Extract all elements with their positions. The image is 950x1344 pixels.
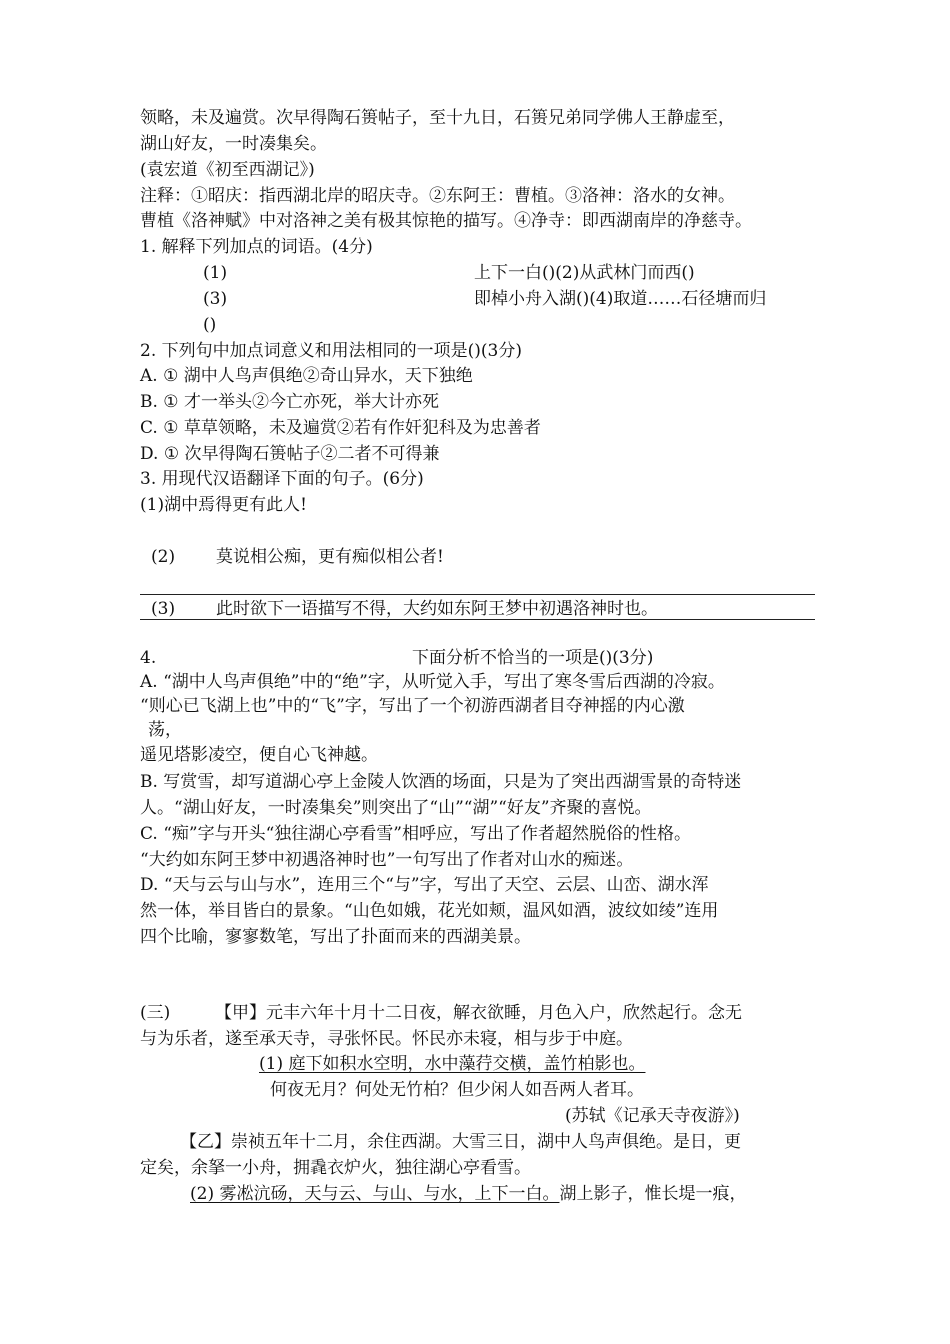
q4-d-line-3: 四个比喻，寥寥数笔，写出了扑面而来的西湖美景。 — [140, 927, 531, 947]
answer-line-1 — [140, 594, 815, 595]
q4-stem: 下面分析不恰当的一项是()(3分) — [412, 648, 654, 668]
part3-label: (三) — [140, 1003, 171, 1023]
q1-row2-text: 即棹小舟入湖()(4)取道……石径塘而归 — [474, 289, 767, 309]
q4-c-line-1: C. “痴”字与开头“独往湖心亭看雪”相呼应，写出了作者超然脱俗的性格。 — [140, 824, 691, 844]
q4-a-line-3: 荡， — [148, 720, 182, 740]
yi-line-3-underlined: (2) 雾凇沆砀，天与云、与山、与水，上下一白。 — [190, 1184, 560, 1204]
q2-option-a: A. ① 湖中人鸟声俱绝②奇山异水，天下独绝 — [140, 366, 473, 386]
q3-sentence-2-label: (2) — [151, 547, 176, 567]
q1-row3: () — [203, 315, 217, 335]
q3-sentence-2: 莫说相公痴，更有痴似相公者! — [216, 547, 444, 567]
q4-d-line-1: D. “天与云与山与水”，连用三个“与”字，写出了天空、云层、山峦、湖水浑 — [140, 875, 709, 895]
q1-stem: 1. 解释下列加点的词语。(4分) — [140, 237, 373, 257]
q4-number: 4. — [140, 648, 157, 668]
q3-sentence-3-label: (3) — [151, 599, 176, 619]
q3-sentence-3: 此时欲下一语描写不得，大约如东阿王梦中初遇洛神时也。 — [216, 599, 658, 619]
answer-line-2 — [140, 619, 815, 620]
yi-line-3 — [190, 1182, 746, 1206]
q2-option-b: B. ① 才一举头②今亡亦死，举大计亦死 — [140, 392, 439, 412]
jia-line-4: 何夜无月？何处无竹柏？但少闲人如吾两人者耳。 — [270, 1080, 644, 1100]
passage-line-1: 领略，未及遍赏。次早得陶石篑帖子，至十九日，石篑兄弟同学佛人王静虚至， — [140, 108, 735, 128]
q4-d-line-2: 然一体，举目皆白的景象。“山色如娥，花光如颊，温风如酒，波纹如绫”连用 — [140, 901, 719, 921]
yi-line-2: 定矣，余拏一小舟，拥毳衣炉火，独往湖心亭看雪。 — [140, 1158, 531, 1178]
q1-row1-label: (1) — [203, 263, 228, 283]
q2-option-d: D. ① 次早得陶石篑帖子②二者不可得兼 — [140, 444, 440, 464]
passage-line-2: 湖山好友，一时凑集矣。 — [140, 134, 327, 154]
jia-line-3-underlined: (1) 庭下如积水空明，水中藻荇交横，盖竹柏影也。 — [259, 1054, 646, 1074]
q4-c-line-2: “大约如东阿王梦中初遇洛神时也”一句写出了作者对山水的痴迷。 — [140, 850, 634, 870]
passage-source: (袁宏道《初至西湖记》) — [140, 160, 315, 180]
notes-line-2: 曹植《洛神赋》中对洛神之美有极其惊艳的描写。④净寺：即西湖南岸的净慈寺。 — [140, 211, 752, 231]
q4-a-line-1: A. “湖中人鸟声俱绝”中的“绝”字，从听觉入手，写出了寒冬雪后西湖的冷寂。 — [140, 672, 725, 692]
notes-line-1: 注释：①昭庆：指西湖北岸的昭庆寺。②东阿王：曹植。③洛神：洛水的女神。 — [140, 186, 735, 206]
jia-source: (苏轼《记承天寺夜游》) — [565, 1106, 740, 1126]
q4-b-line-2: 人。“湖山好友，一时凑集矣”则突出了“山”“湖”“好友”齐聚的喜悦。 — [140, 798, 652, 818]
q1-row1-text: 上下一白()(2)从武林门而西() — [474, 263, 695, 283]
q3-sentence-1: (1)湖中焉得更有此人! — [140, 495, 307, 515]
q3-stem: 3. 用现代汉语翻译下面的句子。(6分) — [140, 469, 424, 489]
q4-a-line-2: “则心已飞湖上也”中的“飞”字，写出了一个初游西湖者目夺神摇的内心激 — [140, 696, 685, 716]
q4-b-line-1: B. 写赏雪，却写道湖心亭上金陵人饮酒的场面，只是为了突出西湖雪景的奇特迷 — [140, 772, 742, 792]
yi-line-1: 【乙】崇祯五年十二月，余住西湖。大雪三日，湖中人鸟声俱绝。是日，更 — [180, 1132, 741, 1152]
jia-line-1: 【甲】元丰六年十月十二日夜，解衣欲睡，月色入户，欣然起行。念无 — [215, 1003, 742, 1023]
jia-line-2: 与为乐者，遂至承天寺，寻张怀民。怀民亦未寝，相与步于中庭。 — [140, 1029, 633, 1049]
q4-a-line-4: 遥见塔影凌空，便自心飞神越。 — [140, 745, 378, 765]
yi-line-3-rest: 湖上影子，惟长堤一痕， — [559, 1184, 747, 1204]
q2-option-c: C. ① 草草领略，未及遍赏②若有作奸犯科及为忠善者 — [140, 418, 541, 438]
q2-stem: 2. 下列句中加点词意义和用法相同的一项是()(3分) — [140, 341, 522, 361]
q1-row2-label: (3) — [203, 289, 228, 309]
